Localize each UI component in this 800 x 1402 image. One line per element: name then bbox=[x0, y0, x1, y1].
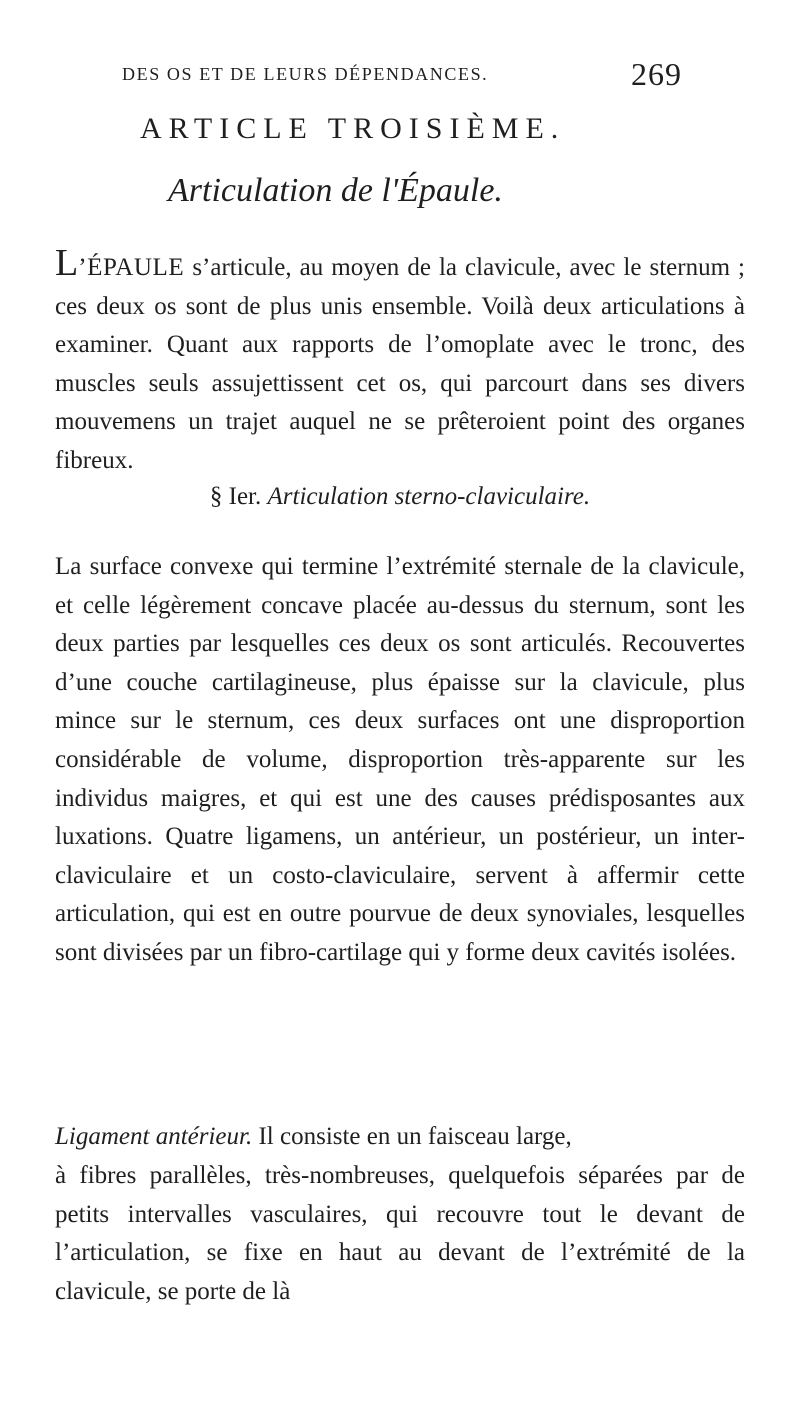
section-number: Ier. bbox=[228, 483, 262, 510]
paragraph-surface: La surface convexe qui termine l’extrémité sternale de la clavicule, et celle légèrement concave placée au-dessus du sternum, sont les deux parties par lesquelles ces deux os sont articulés. Recouvertes d’une couche cartilagineuse, plus épaisse sur la clavicule, plus mince sur le sternum, ces deux surfaces ont une disproportion considérable de volume, disproportion très-apparente sur les individus maigres, et qui est une des causes prédisposantes aux luxations. Quatre ligamens, un antérieur, un postérieur, un inter-claviculaire et un costo-claviculaire, servent à affermir cette articulation, qui est en outre pourvue de deux synoviales, lesquelles sont divisées par un fibro-cartilage qui y forme deux cavités isolées. bbox=[55, 553, 745, 966]
ligament-paragraph-start bbox=[55, 1118, 745, 1157]
section-title: Articulation de l'Épaule. bbox=[168, 172, 503, 209]
intro-text: s’articule, au moyen de la clavicule, avec le sternum ; ces deux os sont de plus unis ensemble. Voilà deux articulations à examiner. Quant aux rapports de l’omoplate avec le tronc, des muscles seuls assujettissent cet os, qui parcourt dans ses divers mouvemens un trajet auquel ne se prêteroient point des organes fibreux. bbox=[55, 254, 745, 474]
ligament-title: Ligament antérieur. bbox=[55, 1123, 253, 1150]
drop-capital: L bbox=[55, 242, 79, 284]
page-number: 269 bbox=[631, 56, 682, 92]
subsection-title: Articulation sterno-claviculaire. bbox=[267, 483, 591, 510]
ligament-paragraph-continuation: à fibres parallèles, très-nombreuses, quelquefois séparées par de petits intervalles vasculaires, qui recouvre tout le devant de l’articulation, se fixe en haut au devant de l’extrémité de la clavicule, se porte de là bbox=[55, 1162, 745, 1305]
running-title: DES OS ET DE LEURS DÉPENDANCES. bbox=[122, 64, 489, 84]
subsection-heading bbox=[0, 483, 800, 511]
running-header bbox=[122, 58, 682, 98]
article-title: ARTICLE TROISIÈME. bbox=[140, 112, 566, 145]
intro-smallcaps: ’ÉPAULE bbox=[78, 254, 185, 281]
intro-paragraph bbox=[55, 244, 745, 481]
ligament-text-start: Il consiste en un faisceau large, bbox=[252, 1123, 572, 1150]
section-symbol: § bbox=[209, 483, 223, 510]
